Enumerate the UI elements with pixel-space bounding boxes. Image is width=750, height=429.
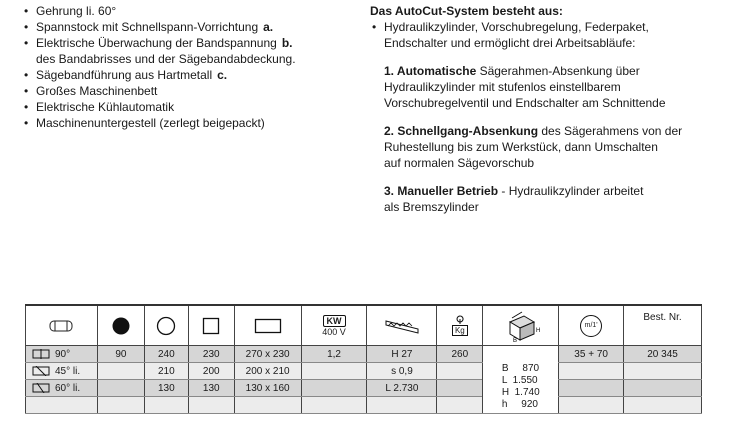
bullet-icon: •	[372, 20, 377, 34]
feature-ref: a.	[263, 20, 274, 34]
feature-item: • Maschinenuntergestell (zerlegt beigepackt)	[24, 116, 265, 130]
speed-icon: m/1'	[559, 305, 624, 346]
motor-icon: KW 400 V	[301, 305, 367, 346]
material-cylinder-icon	[26, 305, 98, 346]
feature-item: • Großes Maschinenbett	[24, 84, 158, 98]
bullet-icon: •	[24, 116, 29, 130]
dims-h-label: H	[535, 327, 540, 334]
bullet-icon: •	[24, 36, 29, 50]
angle-90-icon	[32, 349, 50, 359]
bullet-icon: •	[24, 84, 29, 98]
autocut-section	[370, 3, 730, 215]
round-tube-icon	[144, 305, 188, 346]
table-row-empty	[26, 397, 702, 414]
dimensions-cube-icon	[483, 305, 559, 346]
table-row: 45° li. 210 200 200 x 210 s 0,9	[26, 363, 702, 380]
square-icon	[188, 305, 234, 346]
spec-table	[25, 304, 702, 414]
feature-item: • Spannstock mit Schnellspann-Vorrichtung a.	[24, 20, 274, 34]
table-row: 90° 90 240 230 270 x 230 1,2 H 27 260 B 870 L 1.550 H 1.740 h 920 35 + 70 20 345	[26, 346, 702, 363]
autocut-heading: Das AutoCut-System besteht aus:	[370, 4, 563, 18]
bullet-icon: •	[24, 100, 29, 114]
feature-list	[22, 3, 352, 131]
angle-60-icon	[32, 383, 50, 393]
bullet-icon: •	[24, 68, 29, 82]
feature-item: • Elektrische Kühlautomatik	[24, 100, 175, 114]
table-row: 60° li. 130 130 130 x 160 L 2.730	[26, 380, 702, 397]
bullet-icon: •	[24, 20, 29, 34]
rectangle-icon	[234, 305, 301, 346]
round-solid-icon	[97, 305, 144, 346]
weight-icon: Kg	[437, 305, 483, 346]
table-header-row	[26, 305, 702, 346]
autocut-intro: • Hydraulikzylinder, Vorschubregelung, Federpaket, Endschalter und ermöglicht drei Arbeitsabläufe:	[372, 20, 649, 50]
feature-ref: b.	[281, 36, 293, 50]
feature-item: • Elektrische Überwachung der Bandspannung b.	[24, 36, 293, 50]
dimensions-cell: B 870 L 1.550 H 1.740 h 920	[483, 346, 559, 414]
order-number-header: Best. Nr.	[624, 305, 702, 346]
bullet-icon: •	[24, 4, 29, 18]
dims-b-label: B	[512, 337, 517, 342]
feature-item: • Gehrung li. 60°	[24, 4, 117, 18]
autocut-step: 1. Automatische Sägerahmen-Absenkung über Hydraulikzylinder mit stufenlos einstellbarem Vorschubregelventil und Endschalter am Schnittende	[384, 64, 666, 110]
feature-item: • Sägebandführung aus Hartmetall c.	[24, 68, 228, 82]
saw-blade-icon	[367, 305, 437, 346]
angle-45-icon	[32, 366, 50, 376]
autocut-step: 2. Schnellgang-Absenkung des Sägerahmens von der Ruhestellung bis zum Werkstück, dann Umschalten auf normalen Sägevorschub	[384, 124, 683, 170]
feature-item-continuation: des Bandabrisses und der Sägebandabdeckung.	[36, 52, 296, 66]
autocut-step: 3. Manueller Betrieb - Hydraulikzylinder arbeitet als Bremszylinder	[384, 184, 644, 214]
feature-ref: c.	[217, 68, 228, 82]
